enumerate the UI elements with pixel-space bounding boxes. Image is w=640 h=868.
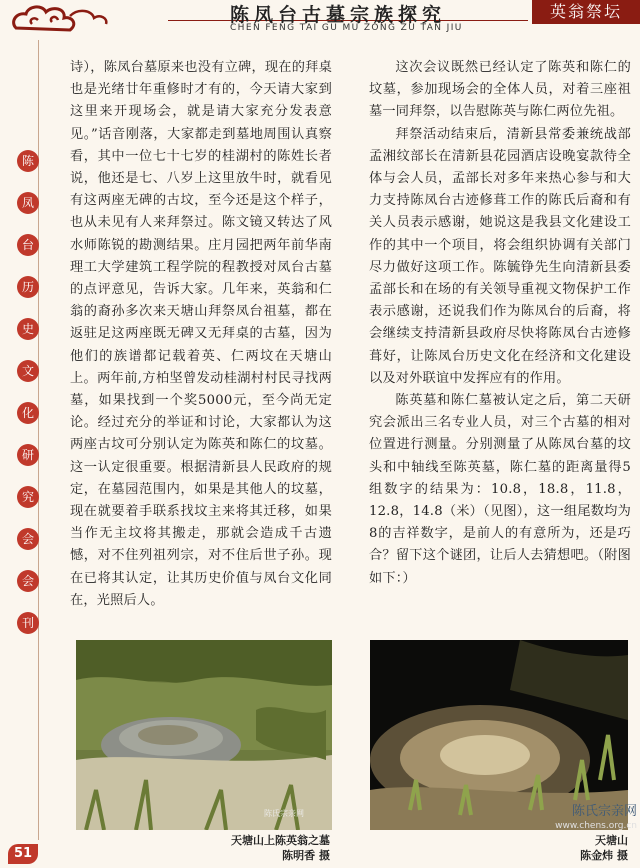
side-band [12, 150, 44, 750]
paragraph: 诗），陈凤台墓原来也没有立碑，现在的拜桌也是光绪廿年重修时才有的，今天请大家到这里来开现场会，就是请大家充分发表意见。”话音刚落，大家都走到墓地周围认真察看，其中一位七十七岁的桂湖村的陈姓长者说，他还是七、八岁上这里放牛时，就看见有这两座无碑的古坟，至今还是这个样子，也从未见有人来拜祭过。陈文镜又转达了风水师陈锐的勘测结果。庄月园把两年前华南理工大学建筑工程学院的程教授对凤台古墓的点评意见，告诉大家。几年来，英翁和仁翁的裔孙多次来天塘山拜祭凤台祖墓，都在返驻足这两座既无碑又无拜桌的古墓，因为他们的族谱都记载着英、仁两坟在天塘山上。两年前,方柏坚曾发动桂湖村村民寻找两墓，如果找到一个奖5000元，至今尚无定论。经过充分的举证和讨论，大家都认为这两座古坟可分别认定为陈英和陈仁的坟墓。这一认定很重要。根据清新县人民政府的规定，在墓园范围内，如果是其他人的坟墓，现在就要着手联系找坟主来将其迁移，如果当作无主坟将其搬走，那就会造成千古遗憾，对不住列祖列宗，对不住后世子孙。现在已将其认定，让其历史价值与凤台文化同在，光照后人。 [70, 60, 332, 608]
side-band-char: 化 [17, 402, 39, 424]
photo-night-tomb [370, 640, 628, 830]
article-column-left [70, 57, 332, 612]
caption-credit: 陈明香 摄 [282, 849, 330, 862]
side-band-char: 会 [17, 570, 39, 592]
side-band-char: 凤 [17, 192, 39, 214]
side-band-char: 文 [17, 360, 39, 382]
page-number: 51 [8, 844, 38, 864]
caption-credit: 陈金炜 摄 [580, 849, 628, 862]
site-watermark [545, 805, 637, 833]
side-band-char: 陈 [17, 150, 39, 172]
caption-title: 天塘山上陈英翁之墓 [231, 834, 330, 847]
side-band-char: 究 [17, 486, 39, 508]
side-band-char: 台 [17, 234, 39, 256]
side-band-char: 会 [17, 528, 39, 550]
paragraph: 这次会议既然已经认定了陈英和陈仁的坟墓，参加现场会的全体人员，对着三座祖墓一同拜祭，以告慰陈英与陈仁两位先祖。 [369, 60, 631, 120]
cloud-ornament-icon [8, 2, 128, 42]
photo-watermark: 陈氏宗亲网 [264, 809, 304, 818]
night-photo-image [370, 640, 628, 830]
watermark-site-name: 陈氏宗亲网 [571, 804, 637, 819]
caption-title: 天塘山 [595, 834, 628, 847]
side-band-char: 研 [17, 444, 39, 466]
tomb-photo-image [76, 640, 332, 830]
section-tab: 英翁祭坛 [532, 0, 640, 24]
page-subtitle: CHEN FENG TAI GU MU ZONG ZU TAN JIU [230, 23, 463, 33]
side-band-char: 史 [17, 318, 39, 340]
side-band-char: 刊 [17, 612, 39, 634]
photo-caption-left [180, 833, 330, 863]
page-title: 陈凤台古墓宗族探究 [230, 4, 447, 26]
paragraph: 陈英墓和陈仁墓被认定之后，第二天研究会派出三名专业人员，对三个古墓的相对位置进行测量。分别测量了从陈凤台墓的坟头和中轴线至陈英墓，陈仁墓的距离量得5组数字的结果为：10.8，18.8，11.8，12.8，14.8（米）（见图），这一组尾数均为8的吉祥数字，是前人的有意所为，还是巧合？留下这个谜团，让后人去猜想吧。（附图如下：） [369, 393, 631, 586]
article-column-right [369, 57, 631, 590]
photo-caption-right [480, 833, 628, 863]
photo-chen-ying-tomb [76, 640, 332, 830]
page-header [0, 0, 640, 40]
paragraph: 拜祭活动结束后，清新县常委兼统战部孟湘纹部长在清新县花园酒店设晚宴款待全体与会人员，孟部长对多年来热心参与和大力支持陈凤台古迹修葺工作的陈氏后裔和有关人员表示感谢，她说这是我县文化建设工作的其中一个项目，将会组织协调有关部门尽力做好这项工作。陈毓铮先生向清新县委孟部长和在场的有关领导重视文物保护工作表示感谢，还说我们作为陈凤台的后裔，将会继续支持清新县政府尽快将陈凤台古迹修葺好，让陈凤台历史文化在经济和文化建设以及对外联谊中发挥应有的作用。 [369, 126, 631, 386]
side-band-char: 历 [17, 276, 39, 298]
watermark-url: www.chens.org.cn [555, 821, 637, 831]
